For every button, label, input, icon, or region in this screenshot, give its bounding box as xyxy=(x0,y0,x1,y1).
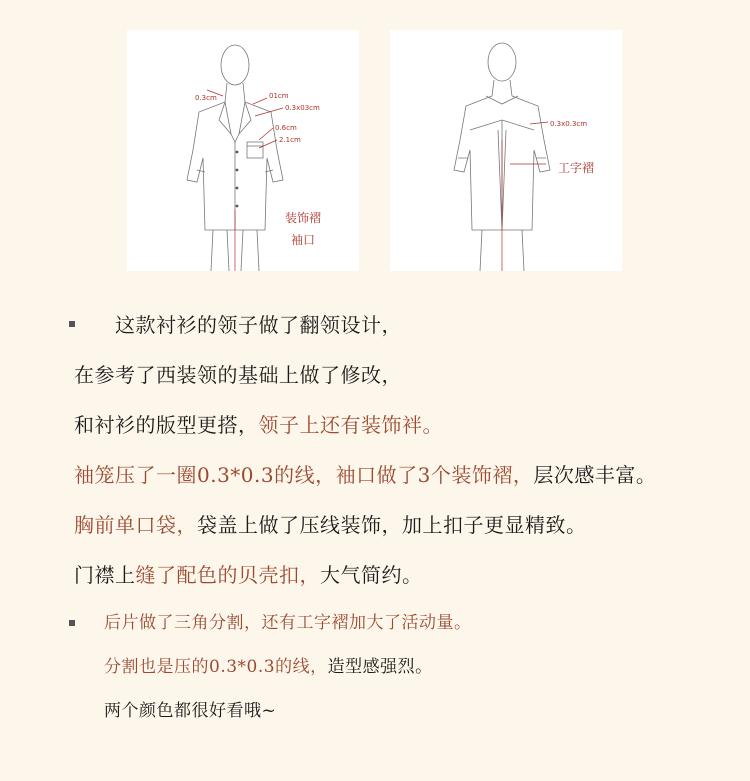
back-shirt-drawing xyxy=(390,30,622,271)
bullet-2 xyxy=(69,620,75,626)
text-line-8 xyxy=(104,656,433,678)
text-suit-collar-reference: 在参考了西装领的基础上做了修改， xyxy=(74,363,402,387)
text-strong-shape: 造型感强烈。 xyxy=(327,657,433,677)
text-collar-tab: 领子上还有装饰袢。 xyxy=(258,413,443,437)
front-note-2: 01cm xyxy=(269,92,289,100)
text-line-5 xyxy=(74,513,587,537)
front-note-1: 0.3cm xyxy=(195,94,217,102)
front-note-5: 2.1cm xyxy=(279,136,301,144)
text-layered: 层次感丰富。 xyxy=(533,463,657,487)
text-collar-design: 这款衬衫的领子做了翻领设计， xyxy=(115,313,402,337)
front-design-sketch xyxy=(127,30,359,271)
text-fit-match: 和衬衫的版型更搭， xyxy=(74,413,259,437)
front-shirt-drawing xyxy=(127,30,359,271)
text-line-3 xyxy=(74,413,443,437)
text-chest-pocket: 胸前单口袋， xyxy=(74,513,197,537)
text-back-panel: 后片做了三角分割，还有工字褶加大了活动量。 xyxy=(104,613,472,633)
bullet-1 xyxy=(69,321,75,327)
text-line-1 xyxy=(115,313,402,337)
text-sleeve-stitch: 袖笼压了一圈0.3*0.3的线，袖口做了3个装饰褶， xyxy=(74,463,534,487)
back-note-2: 工字褶 xyxy=(558,161,595,175)
text-split-stitch: 分割也是压的0.3*0.3的线， xyxy=(104,657,328,677)
text-pocket-flap: 袋盖上做了压线装饰，加上扣子更显精致。 xyxy=(197,513,587,537)
front-note-6: 装饰褶 xyxy=(285,211,322,225)
text-line-6 xyxy=(74,563,423,587)
text-both-colors: 两个颜色都很好看哦~ xyxy=(104,701,277,721)
text-placket: 门襟上 xyxy=(74,563,136,587)
text-line-2 xyxy=(74,363,402,387)
front-note-4: 0.6cm xyxy=(275,124,297,132)
text-shell-buttons: 缝了配色的贝壳扣， xyxy=(135,563,320,587)
text-simple: 大气简约。 xyxy=(320,563,423,587)
back-note-1: 0.3x0.3cm xyxy=(550,120,588,128)
text-line-4 xyxy=(74,463,656,487)
front-note-7: 袖口 xyxy=(291,233,316,247)
text-line-9 xyxy=(104,700,276,722)
back-design-sketch xyxy=(390,30,622,271)
front-note-3: 0.3x03cm xyxy=(285,104,320,112)
text-line-7 xyxy=(104,612,472,634)
